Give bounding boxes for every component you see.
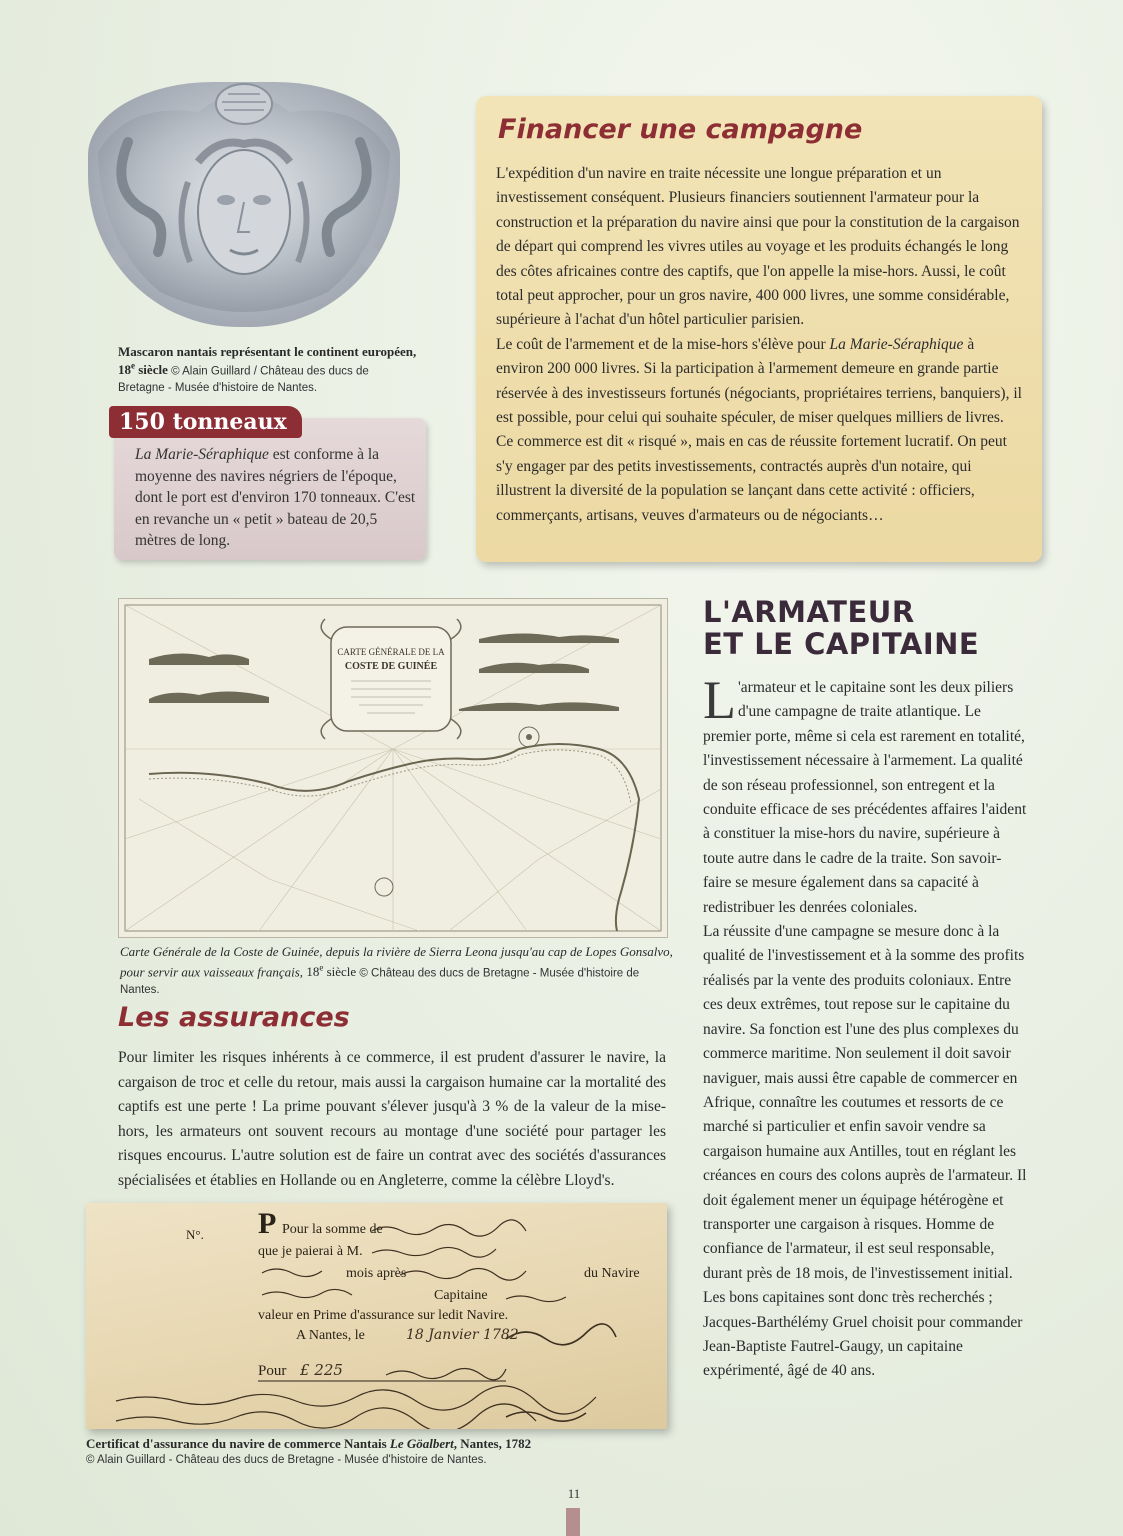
assurances-text: Pour limiter les risques inhérents à ce commerce, il est prudent d'assurer le navire, la cargaison de troc et celle du retour, mais aussi la cargaison humaine car la mortalité des captifs est une perte ! La prime pouvant s'élever jusqu'à 3 % de la valeur de la mise-hors, les armateurs ont souvent recours au montage d'une société pour partager les risques encourus. L'autre solution est de faire un contrat avec des sociétés d'assurances spécialisées et établies en Hollande ou en Angleterre, comme la célèbre Lloyd's.: [118, 1049, 666, 1189]
tonneaux-title: 150 tonneaux: [109, 406, 302, 438]
cert-no-label: N°.: [186, 1227, 204, 1242]
cert-line3b: du Navire: [584, 1266, 640, 1281]
mascaron-image: [88, 82, 400, 327]
cert-line5: valeur en Prime d'assurance sur ledit Navire.: [258, 1308, 509, 1323]
tonneaux-ship-name: La Marie-Séraphique: [135, 446, 269, 463]
mascaron-caption-title: Mascaron nantais représentant le continent européen, 18e siècle: [118, 344, 417, 378]
armateur-title: L'ARMATEUR ET LE CAPITAINE: [703, 595, 980, 661]
financer-paragraph-1: L'expédition d'un navire en traite nécessite une longue préparation et un investissement conséquent. Plusieurs financiers soutiennent l'armateur pour la construction et la préparation du navire ainsi que pour la constitution de la cargaison de départ qui comprend les vivres utiles au voyage et les produits échangés le long des côtes africaines contre des captifs, que l'on appelle la mise-hors. Aussi, le coût total peut approcher, pour un gros navire, 400 000 livres, une somme considérable, supérieure à l'achat d'un hôtel particulier parisien.: [496, 165, 1020, 329]
drop-cap: L: [703, 670, 736, 730]
map-drawing: [119, 599, 667, 937]
mascaron-caption: [118, 344, 418, 396]
cert-line4: Capitaine: [434, 1288, 488, 1303]
mascaron-sculpture: [88, 82, 400, 327]
certificate-credit: © Alain Guillard - Château des ducs de Bretagne - Musée d'histoire de Nantes.: [86, 1454, 487, 1466]
certificate-caption: [86, 1436, 686, 1468]
page-number: 11: [567, 1486, 581, 1501]
cert-amount-handwritten: £ 225: [300, 1361, 343, 1379]
armateur-paragraph-2: La réussite d'une campagne se mesure donc à la qualité de l'investissement et à la somme des profits réalisés par la vente des produits coloniaux. Entre ces deux extrêmes, tout repose sur le capitaine du navire. Sa fonction est l'une des plus complexes du commerce maritime. Non seulement il doit savoir naviguer, mais aussi être capable de commercer en Afrique, connaître les coutumes et ressorts de ce marché si particulier et enfin savoir vendre sa cargaison humaine aux Antilles, tout en réglant les créances en cours des colons auprès de l'armateur. Il doit également mener un équipage hétérogène et transporter une cargaison à risques. Homme de confiance de l'armateur, il est seul responsable, durant près de 18 mois, de l'investissement initial.: [703, 923, 1027, 1282]
svg-text:P: P: [258, 1207, 277, 1240]
certificate-document: [86, 1203, 667, 1429]
financer-ship-name: La Marie-Séraphique: [829, 335, 964, 353]
armateur-paragraph-3: Les bons capitaines sont donc très recherchés ; Jacques-Barthélémy Gruel choisit pour commander Jean-Baptiste Fautrel-Gaugy, un capitaine expérimenté, âgé de 40 ans.: [703, 1289, 1023, 1380]
cert-line2: que je paierai à M.: [258, 1244, 363, 1259]
map-cartouche-line2: COSTE DE GUINÉE: [344, 661, 438, 672]
map-caption: Carte Générale de la Coste de Guinée, depuis la rivière de Sierra Leona jusqu'au cap de Lopes Gonsalvo, pour servir aux vaisseaux français, 18e siècle © Château des ducs de Bretagne - Musée d'histoire de Nantes.: [120, 944, 673, 997]
cert-line1: Pour la somme de: [282, 1222, 383, 1237]
page-number-bar: [566, 1508, 580, 1536]
tonneaux-text: La Marie-Séraphique est conforme à la moyenne des navires négriers de l'époque, dont le port est d'environ 170 tonneaux. C'est en revanche un « petit » bateau de 20,5 mètres de long.: [135, 446, 416, 549]
cert-pour: Pour: [258, 1363, 287, 1379]
armateur-paragraph-1: L 'armateur et le capitaine sont les deux piliers d'une campagne de traite atlantique. Le premier porte, même si cela est rarement en totalité, l'investissement nécessaire à l'armement. La qualité de son réseau professionnel, son entregent et la conduite efficace de ses précédentes affaires l'aident à constituer la mise-hors du navire, supérieure à toute autre dans le cadre de la traite. Son savoir-faire se mesure également dans sa capacité à redistribuer les denrées coloniales.: [703, 670, 1027, 916]
cert-line3: mois après: [346, 1266, 407, 1281]
insurance-certificate-image: [86, 1203, 667, 1429]
mascaron-credit: © Alain Guillard / Château des ducs de Bretagne - Musée d'histoire de Nantes.: [118, 365, 369, 395]
financer-text: [496, 162, 1024, 528]
assurances-title: Les assurances: [118, 1002, 350, 1033]
cert-line6: A Nantes, le: [296, 1328, 365, 1343]
cert-date-handwritten: 18 Janvier 1782: [406, 1327, 519, 1343]
guinea-coast-map: [118, 598, 668, 938]
armateur-text: [703, 670, 1029, 1384]
map-credit: © Château des ducs de Bretagne - Musée d'histoire de Nantes.: [120, 967, 640, 997]
certificate-caption-title: Certificat d'assurance du navire de commerce Nantais Le Göalbert, Nantes, 1782: [86, 1436, 532, 1451]
map-cartouche-line1: CARTE GÉNÉRALE DE LA: [337, 647, 445, 657]
financer-title: Financer une campagne: [498, 114, 863, 145]
financer-paragraph-2: Le coût de l'armement et de la mise-hors s'élève pour La Marie-Séraphique à environ 200 000 livres. Si la participation à l'armement demeure en grande partie réservée à des investisseurs fortunés (négociants, propriétaires terriens, banquiers), il est possible, pour celui qui souhaite spéculer, de miser quelques milliers de livres. Ce commerce est dit « risqué », mais en cas de réussite fortement lucratif. On peut s'y engager par des petits investissements, contractés auprès d'un notaire, qui illustrent la diversité de la population se lançant dans cette activité : officiers, commerçants, artisans, veuves d'armateurs ou de négociants…: [496, 335, 1022, 524]
map-caption-title: Carte Générale de la Coste de Guinée, depuis la rivière de Sierra Leona jusqu'au cap de Lopes Gonsalvo, pour servir aux vaisseaux français,: [120, 944, 673, 980]
